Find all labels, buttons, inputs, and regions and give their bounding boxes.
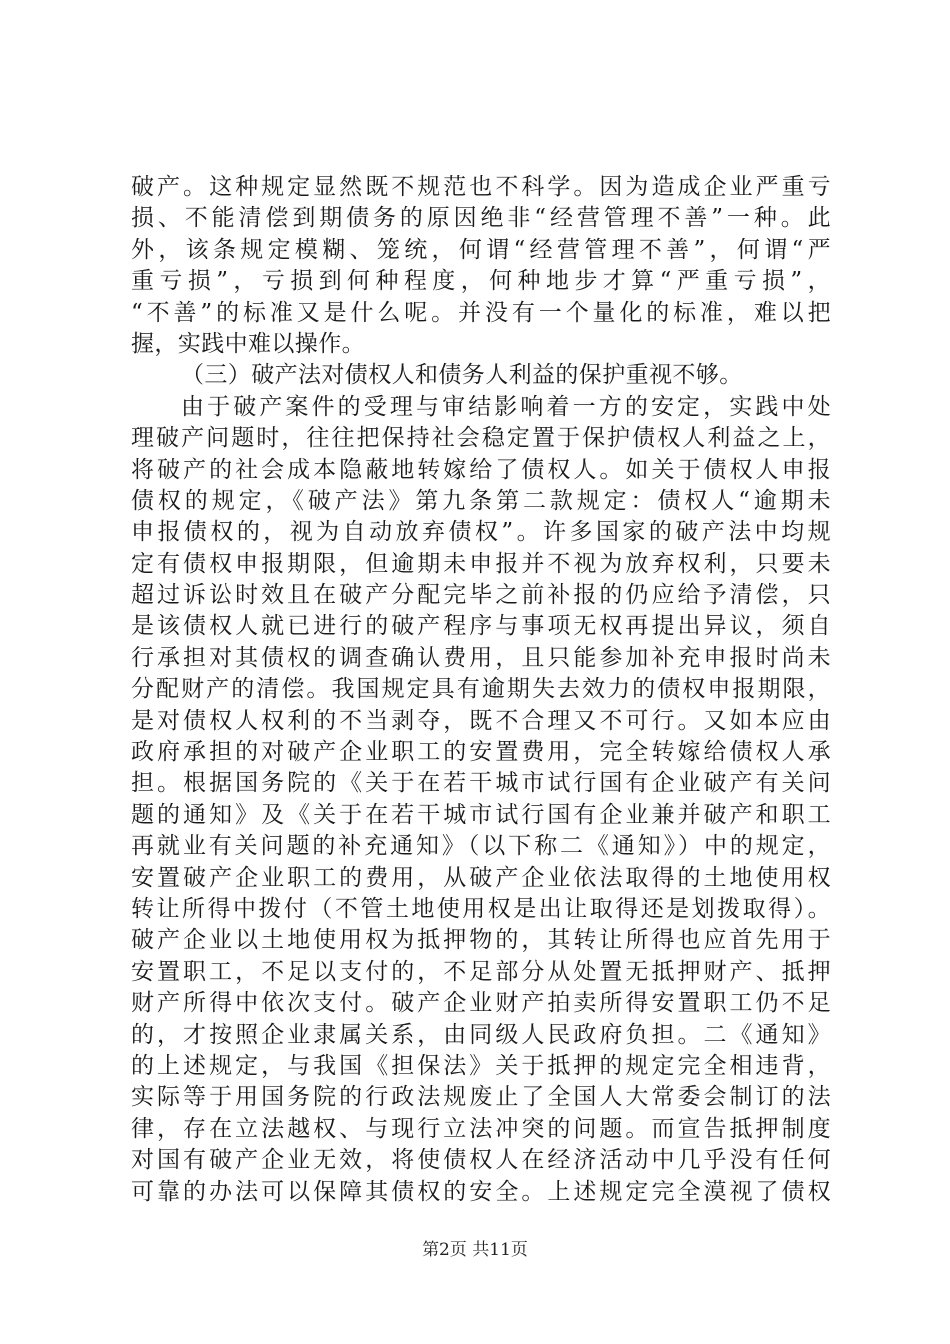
text-line: 政府承担的对破产企业职工的安置费用，完全转嫁给债权人承 — [131, 739, 831, 766]
text-line: 由于破产案件的受理与审结影响着一方的安定，实践中处 — [181, 393, 831, 420]
text-line: 律，存在立法越权、与现行立法冲突的问题。而宣告抵押制度 — [131, 1115, 831, 1142]
text-line: 安置职工，不足以支付的，不足部分从处置无抵押财产、抵押 — [131, 958, 831, 985]
text-line: 对国有破产企业无效，将使债权人在经济活动中几乎没有任何 — [131, 1147, 831, 1174]
text-line: 再就业有关问题的补充通知》（以下称二《通知》）中的规定， — [131, 833, 831, 860]
text-line: 债权的规定，《破产法》第九条第二款规定：债权人“逾期未 — [131, 487, 831, 514]
page-footer — [0, 1238, 950, 1262]
document-body — [131, 172, 831, 1208]
text-line: 分配财产的清偿。我国规定具有逾期失去效力的债权申报期限， — [131, 676, 831, 703]
text-line: 申报债权的，视为自动放弃债权”。许多国家的破产法中均规 — [131, 519, 831, 546]
text-line: 握，实践中难以操作。 — [131, 330, 365, 357]
text-line: 理破产问题时，往往把保持社会稳定置于保护债权人利益之上， — [131, 425, 831, 452]
text-line: 行承担对其债权的调查确认费用，且只能参加补充申报时尚未 — [131, 644, 831, 671]
text-line: 超过诉讼时效且在破产分配完毕之前补报的仍应给予清偿，只 — [131, 582, 831, 609]
text-line: 定有债权申报期限，但逾期未申报并不视为放弃权利，只要未 — [131, 550, 831, 577]
text-line: 的，才按照企业隶属关系，由同级人民政府负担。二《通知》 — [131, 1021, 831, 1048]
text-line: 将破产的社会成本隐蔽地转嫁给了债权人。如关于债权人申报 — [131, 456, 831, 483]
text-line: 担。根据国务院的《关于在若干城市试行国有企业破产有关问 — [131, 770, 831, 797]
text-line: 重亏损”，亏损到何种程度，何种地步才算“严重亏损”， — [131, 268, 831, 295]
text-line: 外，该条规定模糊、笼统，何谓“经营管理不善”，何谓“严 — [131, 236, 831, 263]
text-line: “不善”的标准又是什么呢。并没有一个量化的标准，难以把 — [131, 299, 831, 326]
section-heading: （三）破产法对债权人和债务人利益的保护重视不够。 — [181, 362, 743, 389]
text-line: 破产。这种规定显然既不规范也不科学。因为造成企业严重亏 — [131, 174, 831, 200]
text-line: 是该债权人就已进行的破产程序与事项无权再提出异议，须自 — [131, 613, 831, 640]
text-line: 财产所得中依次支付。破产企业财产拍卖所得安置职工仍不足 — [131, 990, 831, 1017]
text-line: 可靠的办法可以保障其债权的安全。上述规定完全漠视了债权 — [131, 1178, 831, 1205]
text-line: 实际等于用国务院的行政法规废止了全国人大常委会制订的法 — [131, 1084, 831, 1111]
text-line: 破产企业以土地使用权为抵押物的，其转让所得也应首先用于 — [131, 927, 831, 954]
text-line: 安置破产企业职工的费用，从破产企业依法取得的土地使用权 — [131, 864, 831, 891]
text-line: 转让所得中拨付（不管土地使用权是出让取得还是划拨取得）。 — [131, 895, 831, 922]
text-line: 损、不能清偿到期债务的原因绝非“经营管理不善”一种。此 — [131, 205, 831, 232]
page-number-label: 第2页 共11页 — [422, 1240, 528, 1260]
text-line: 是对债权人权利的不当剥夺，既不合理又不可行。又如本应由 — [131, 707, 831, 734]
text-line: 题的通知》及《关于在若干城市试行国有企业兼并破产和职工 — [131, 801, 831, 828]
text-line: 的上述规定，与我国《担保法》关于抵押的规定完全相违背， — [131, 1052, 831, 1079]
